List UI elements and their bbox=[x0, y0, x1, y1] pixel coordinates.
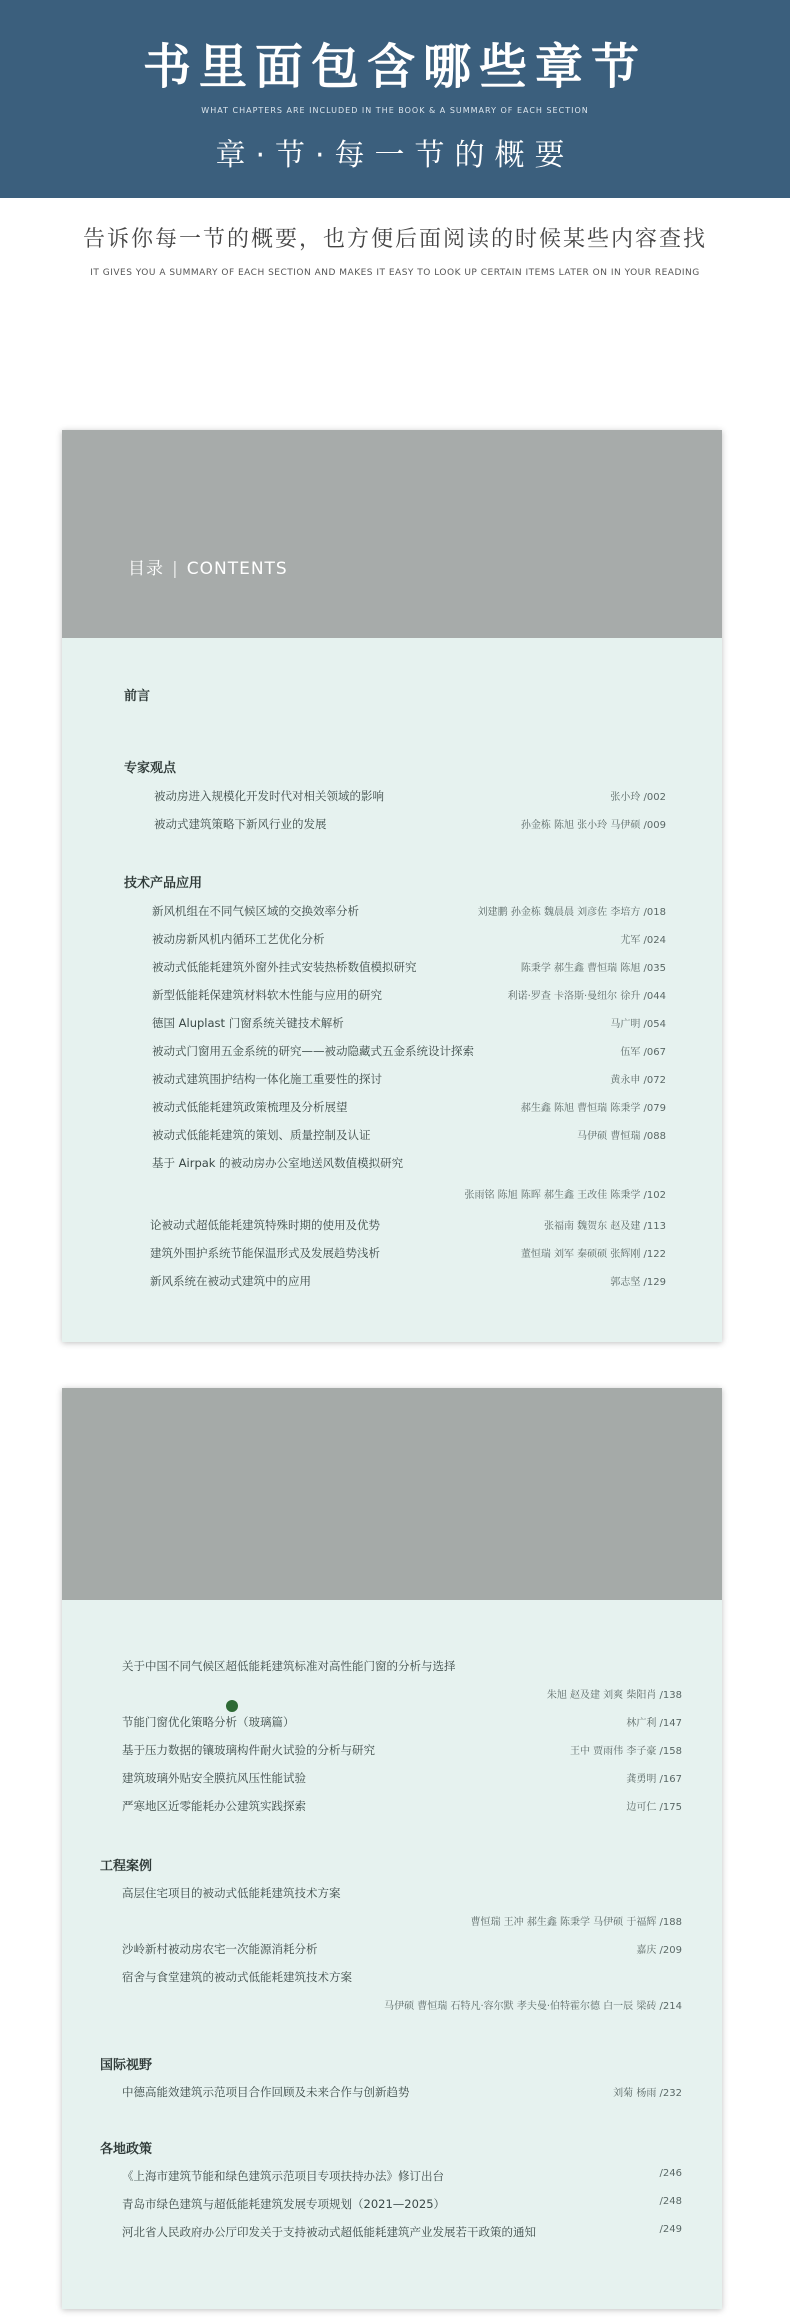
entry-authors: 张小玲 /002 bbox=[610, 792, 666, 803]
toc-entry[interactable] bbox=[150, 1273, 666, 1291]
entry-title: 新风机组在不同气候区域的交换效率分析 bbox=[152, 904, 359, 918]
entry-authors: 张雨铭 陈旭 陈晖 郝生鑫 王改佳 陈秉学 /102 bbox=[464, 1190, 666, 1201]
toc-entry[interactable] bbox=[152, 987, 666, 1005]
toc-entry[interactable] bbox=[122, 1742, 682, 1760]
toc-page-1 bbox=[62, 430, 722, 1342]
entry-authors: 郝生鑫 陈旭 曹恒瑞 陈秉学 /079 bbox=[520, 1103, 666, 1114]
toc-entry[interactable] bbox=[150, 1217, 666, 1235]
page-header-band bbox=[62, 1388, 722, 1600]
entry-authors: 伍军 /067 bbox=[620, 1047, 666, 1058]
intro-english-text: IT GIVES YOU A SUMMARY OF EACH SECTION AND MAKES IT EASY TO LOOK UP CERTAIN ITEMS LATER ON IN YOUR READING bbox=[90, 268, 700, 278]
contents-heading bbox=[128, 554, 288, 579]
entry-title: 德国 Aluplast 门窗系统关键技术解析 bbox=[152, 1016, 344, 1030]
entry-authors: 龚勇明 /167 bbox=[626, 1774, 682, 1785]
toc-entry[interactable] bbox=[122, 2168, 682, 2186]
entry-authors: 陈秉学 郝生鑫 曹恒瑞 陈旭 /035 bbox=[520, 963, 666, 974]
entry-authors: 边可仁 /175 bbox=[626, 1802, 682, 1813]
entry-authors: 马伊硕 曹恒瑞 /088 bbox=[577, 1131, 666, 1142]
entry-authors: 王中 贾雨伟 李子豪 /158 bbox=[570, 1746, 682, 1757]
toc-entry[interactable] bbox=[152, 959, 666, 977]
toc-entry[interactable] bbox=[152, 903, 666, 921]
toc-entry[interactable] bbox=[152, 1155, 666, 1173]
toc-entry[interactable] bbox=[152, 931, 666, 949]
toc-entry[interactable] bbox=[122, 1770, 682, 1788]
section-heading: 技术产品应用 bbox=[124, 876, 203, 891]
entry-authors: /249 bbox=[659, 2224, 682, 2235]
entry-authors: 董恒瑞 刘军 秦硕硕 张辉刚 /122 bbox=[520, 1249, 666, 1260]
toc-entry-continuation bbox=[152, 1186, 666, 1204]
section-heading: 专家观点 bbox=[124, 761, 177, 776]
entry-authors: 孙金栋 陈旭 张小玲 马伊硕 /009 bbox=[520, 820, 666, 831]
ink-mark bbox=[226, 1700, 238, 1712]
entry-title: 被动式建筑围护结构一体化施工重要性的探讨 bbox=[152, 1072, 382, 1086]
entry-title: 中德高能效建筑示范项目合作回顾及未来合作与创新趋势 bbox=[122, 2085, 410, 2099]
entry-authors: 嘉庆 /209 bbox=[636, 1945, 682, 1956]
entry-title: 建筑玻璃外贴安全膜抗风压性能试验 bbox=[122, 1771, 306, 1785]
entry-authors: 马广明 /054 bbox=[610, 1019, 666, 1030]
entry-authors: 马伊硕 曹恒瑞 石特凡·容尔默 孝夫曼·伯特霍尔德 白一辰 梁砖 /214 bbox=[384, 2001, 682, 2012]
entry-authors: 曹恒瑞 王冲 郝生鑫 陈秉学 马伊硕 于福辉 /188 bbox=[470, 1917, 682, 1928]
entry-title: 高层住宅项目的被动式低能耗建筑技术方案 bbox=[122, 1886, 341, 1900]
toc-entry[interactable] bbox=[122, 2196, 682, 2214]
section-heading: 前言 bbox=[124, 689, 151, 704]
entry-authors: 尤军 /024 bbox=[620, 935, 666, 946]
toc-entry[interactable] bbox=[122, 1941, 682, 1959]
entry-title: 《上海市建筑节能和绿色建筑示范项目专项扶持办法》修订出台 bbox=[122, 2169, 444, 2183]
section-heading: 工程案例 bbox=[100, 1859, 153, 1874]
entry-authors: /246 bbox=[659, 2168, 682, 2179]
entry-authors: 黄永申 /072 bbox=[610, 1075, 666, 1086]
entry-authors: 林广利 /147 bbox=[626, 1718, 682, 1729]
entry-authors: 利诺·罗查 卡洛斯·曼纽尔 徐升 /044 bbox=[507, 991, 666, 1002]
entry-title: 河北省人民政府办公厅印发关于支持被动式超低能耗建筑产业发展若干政策的通知 bbox=[122, 2225, 536, 2239]
entry-title: 宿舍与食堂建筑的被动式低能耗建筑技术方案 bbox=[122, 1970, 352, 1984]
heading-divider: | bbox=[172, 559, 179, 579]
banner-subtitle: 章·节·每一节的概要 bbox=[215, 138, 575, 173]
entry-title: 被动房新风机内循环工艺优化分析 bbox=[152, 932, 325, 946]
entry-title: 被动式建筑策略下新风行业的发展 bbox=[154, 817, 327, 831]
banner-english-caption: WHAT CHAPTERS ARE INCLUDED IN THE BOOK & A SUMMARY OF EACH SECTION bbox=[201, 106, 589, 115]
entry-title: 被动式低能耗建筑外窗外挂式安装热桥数值模拟研究 bbox=[152, 960, 417, 974]
toc-entry[interactable] bbox=[122, 1658, 682, 1676]
entry-title: 新风系统在被动式建筑中的应用 bbox=[150, 1274, 311, 1288]
toc-entry[interactable] bbox=[152, 1099, 666, 1117]
entry-authors: /248 bbox=[659, 2196, 682, 2207]
toc-entry[interactable] bbox=[122, 1969, 682, 1987]
entry-title: 青岛市绿色建筑与超低能耗建筑发展专项规划（2021—2025） bbox=[122, 2197, 446, 2211]
entry-authors: 刘建鹏 孙金栋 魏晨晨 刘彦佐 李培方 /018 bbox=[477, 907, 666, 918]
toc-entry-continuation bbox=[122, 1997, 682, 2015]
entry-title: 被动式门窗用五金系统的研究——被动隐藏式五金系统设计探索 bbox=[152, 1044, 474, 1058]
toc-entry[interactable] bbox=[122, 2084, 682, 2102]
intro-text: 告诉你每一节的概要，也方便后面阅读的时候某些内容查找 bbox=[82, 227, 707, 252]
entry-title: 新型低能耗保建筑材料软木性能与应用的研究 bbox=[152, 988, 382, 1002]
contents-heading-en: CONTENTS bbox=[186, 559, 288, 579]
entry-title: 基于压力数据的镶玻璃构件耐火试验的分析与研究 bbox=[122, 1743, 375, 1757]
toc-entry[interactable] bbox=[122, 1798, 682, 1816]
toc-entry[interactable] bbox=[154, 788, 666, 806]
entry-title: 被动式低能耗建筑政策梳理及分析展望 bbox=[152, 1100, 348, 1114]
entry-authors: 郭志坚 /129 bbox=[610, 1277, 666, 1288]
entry-title: 建筑外围护系统节能保温形式及发展趋势浅析 bbox=[150, 1246, 380, 1260]
toc-entry[interactable] bbox=[150, 1245, 666, 1263]
contents-heading-cn: 目录 bbox=[128, 559, 164, 579]
toc-entry[interactable] bbox=[152, 1043, 666, 1061]
toc-entry-continuation bbox=[122, 1686, 682, 1704]
toc-page-2 bbox=[62, 1388, 722, 2309]
entry-authors: 张福南 魏贺东 赵及建 /113 bbox=[544, 1221, 666, 1232]
toc-entry-continuation bbox=[122, 1913, 682, 1931]
entry-title: 论被动式超低能耗建筑特殊时期的使用及优势 bbox=[150, 1218, 380, 1232]
toc-entry[interactable] bbox=[152, 1071, 666, 1089]
page-header-band bbox=[62, 430, 722, 638]
entry-title: 沙岭新村被动房农宅一次能源消耗分析 bbox=[122, 1942, 318, 1956]
entry-title: 关于中国不同气候区超低能耗建筑标准对高性能门窗的分析与选择 bbox=[122, 1659, 456, 1673]
toc-entry[interactable] bbox=[122, 2224, 682, 2242]
header-banner bbox=[0, 0, 790, 198]
entry-authors: 刘菊 杨雨 /232 bbox=[613, 2088, 682, 2099]
entry-title: 被动式低能耗建筑的策划、质量控制及认证 bbox=[152, 1128, 371, 1142]
toc-entry[interactable] bbox=[122, 1714, 682, 1732]
toc-entry[interactable] bbox=[122, 1885, 682, 1903]
entry-title: 严寒地区近零能耗办公建筑实践探索 bbox=[122, 1799, 306, 1813]
banner-title: 书里面包含哪些章节 bbox=[142, 39, 647, 95]
section-heading: 国际视野 bbox=[100, 2058, 153, 2073]
entry-authors: 朱旭 赵及建 刘爽 柴阳肖 /138 bbox=[546, 1690, 682, 1701]
toc-entry[interactable] bbox=[154, 816, 666, 834]
entry-title: 基于 Airpak 的被动房办公室地送风数值模拟研究 bbox=[152, 1156, 404, 1170]
toc-entry[interactable] bbox=[152, 1015, 666, 1033]
toc-entry[interactable] bbox=[152, 1127, 666, 1145]
section-heading: 各地政策 bbox=[100, 2142, 153, 2157]
entry-title: 被动房进入规模化开发时代对相关领域的影响 bbox=[154, 789, 384, 803]
entry-title: 节能门窗优化策略分析（玻璃篇） bbox=[122, 1715, 295, 1729]
